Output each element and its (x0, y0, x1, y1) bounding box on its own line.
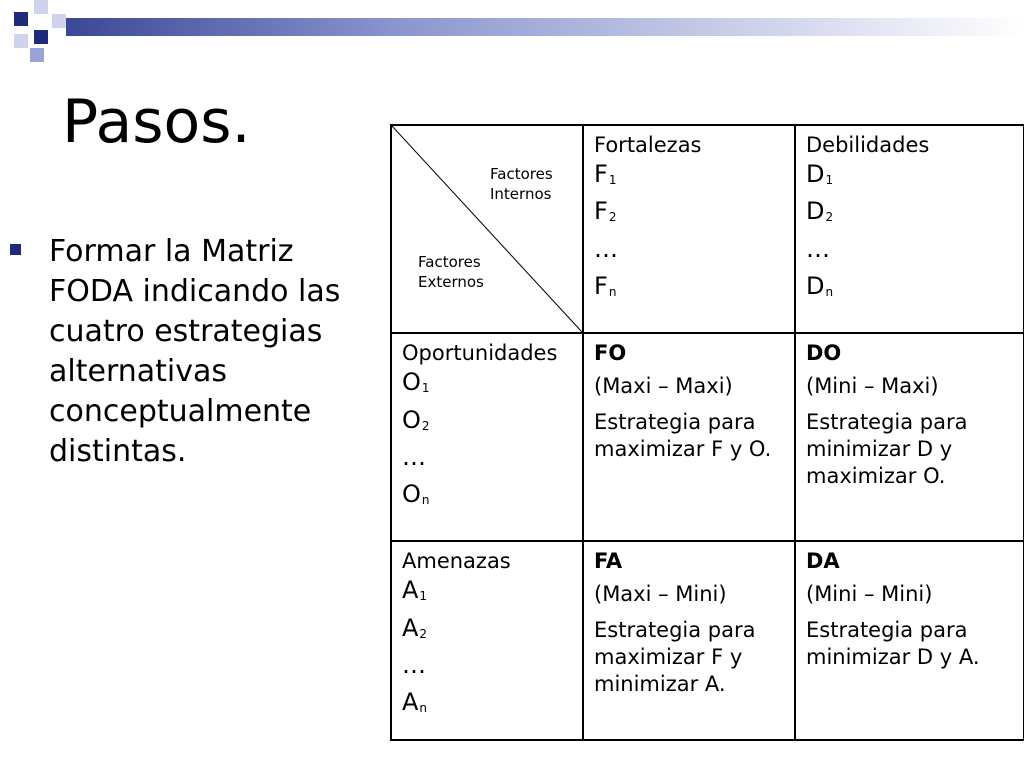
fa-strategy-cell (583, 541, 795, 740)
fo-type: (Maxi – Maxi) (594, 374, 733, 399)
weaknesses-header-cell (795, 125, 1024, 333)
do-code: DO (806, 341, 842, 366)
symbol-letter: A (402, 687, 419, 716)
strengths-header: Fortalezas (594, 133, 702, 157)
matrix-symbol (594, 234, 786, 265)
matrix-symbol (402, 479, 574, 510)
foda-matrix (390, 124, 1024, 741)
da-description: Estrategia para minimizar D y A. (806, 617, 980, 669)
symbol-subscript: 2 (608, 210, 617, 225)
do-description: Estrategia para minimizar D y maximizar O. (806, 409, 968, 489)
external-factors-label (418, 252, 498, 293)
matrix-symbol (594, 196, 786, 227)
bullet-list (10, 232, 360, 472)
matrix-symbol (806, 196, 1015, 227)
threats-header-cell (391, 541, 583, 740)
symbol-letter: F (594, 271, 608, 300)
fo-description: Estrategia para maximizar F y O. (594, 409, 772, 461)
internal-factors-text: Factores Internos (490, 165, 553, 204)
symbol-letter: A (402, 576, 419, 605)
bullet-text: Formar la Matriz FODA indicando las cuatro estrategias alternativas conceptualmente distintas. (49, 234, 341, 469)
symbol-letter: O (402, 479, 421, 508)
symbol-letter: … (594, 234, 618, 263)
external-factors-text: Factores Externos (418, 253, 484, 292)
matrix-symbol (402, 650, 574, 681)
opportunities-items (402, 367, 574, 510)
symbol-subscript: n (419, 700, 428, 715)
threats-header: Amenazas (402, 549, 511, 574)
opportunities-header-cell (391, 333, 583, 541)
symbol-letter: A (402, 613, 419, 642)
fa-type: (Maxi – Mini) (594, 582, 727, 607)
matrix-symbol (806, 271, 1015, 302)
symbol-letter: F (594, 160, 608, 189)
internal-factors-label (490, 164, 570, 205)
do-type: (Mini – Maxi) (806, 374, 939, 399)
matrix-corner-cell (391, 125, 583, 333)
do-strategy-cell (795, 333, 1024, 541)
symbol-subscript: 1 (825, 173, 834, 188)
matrix-symbol (402, 442, 574, 473)
symbol-subscript: 2 (419, 626, 428, 641)
symbol-letter: O (402, 405, 421, 434)
symbol-letter: F (594, 197, 608, 226)
symbol-letter: … (402, 442, 426, 471)
strengths-header-cell (583, 125, 795, 333)
matrix-symbol (594, 159, 786, 190)
matrix-symbol (806, 159, 1015, 190)
symbol-subscript: 1 (421, 381, 430, 396)
fa-description: Estrategia para maximizar F y minimizar A. (594, 617, 756, 697)
symbol-letter: … (806, 234, 830, 263)
opportunities-header: Oportunidades (402, 341, 558, 366)
matrix-symbol (594, 271, 786, 302)
da-code: DA (806, 549, 840, 574)
symbol-subscript: 2 (421, 418, 430, 433)
fo-strategy-cell (583, 333, 795, 541)
diagonal-divider (392, 126, 582, 332)
symbol-letter: O (402, 368, 421, 397)
symbol-letter: D (806, 160, 825, 189)
da-strategy-cell (795, 541, 1024, 740)
threats-items (402, 575, 574, 718)
slide-title: Pasos. (62, 87, 251, 157)
symbol-subscript: 1 (419, 589, 428, 604)
bullet-square-icon (10, 244, 21, 255)
weaknesses-items (806, 159, 1015, 302)
da-type: (Mini – Mini) (806, 582, 933, 607)
symbol-letter: D (806, 271, 825, 300)
symbol-subscript: 2 (825, 210, 834, 225)
symbol-subscript: n (825, 284, 834, 299)
matrix-symbol (402, 575, 574, 606)
symbol-subscript: 1 (608, 173, 617, 188)
symbol-subscript: n (608, 284, 617, 299)
matrix-symbol (402, 405, 574, 436)
symbol-letter: … (402, 650, 426, 679)
matrix-symbol (402, 687, 574, 718)
header-decoration (0, 0, 1024, 70)
matrix-symbol (806, 234, 1015, 265)
matrix-symbol (402, 613, 574, 644)
fa-code: FA (594, 549, 623, 574)
symbol-letter: D (806, 197, 825, 226)
fo-code: FO (594, 341, 627, 366)
strengths-items (594, 159, 786, 302)
matrix-symbol (402, 367, 574, 398)
weaknesses-header: Debilidades (806, 133, 930, 157)
symbol-subscript: n (421, 492, 430, 507)
